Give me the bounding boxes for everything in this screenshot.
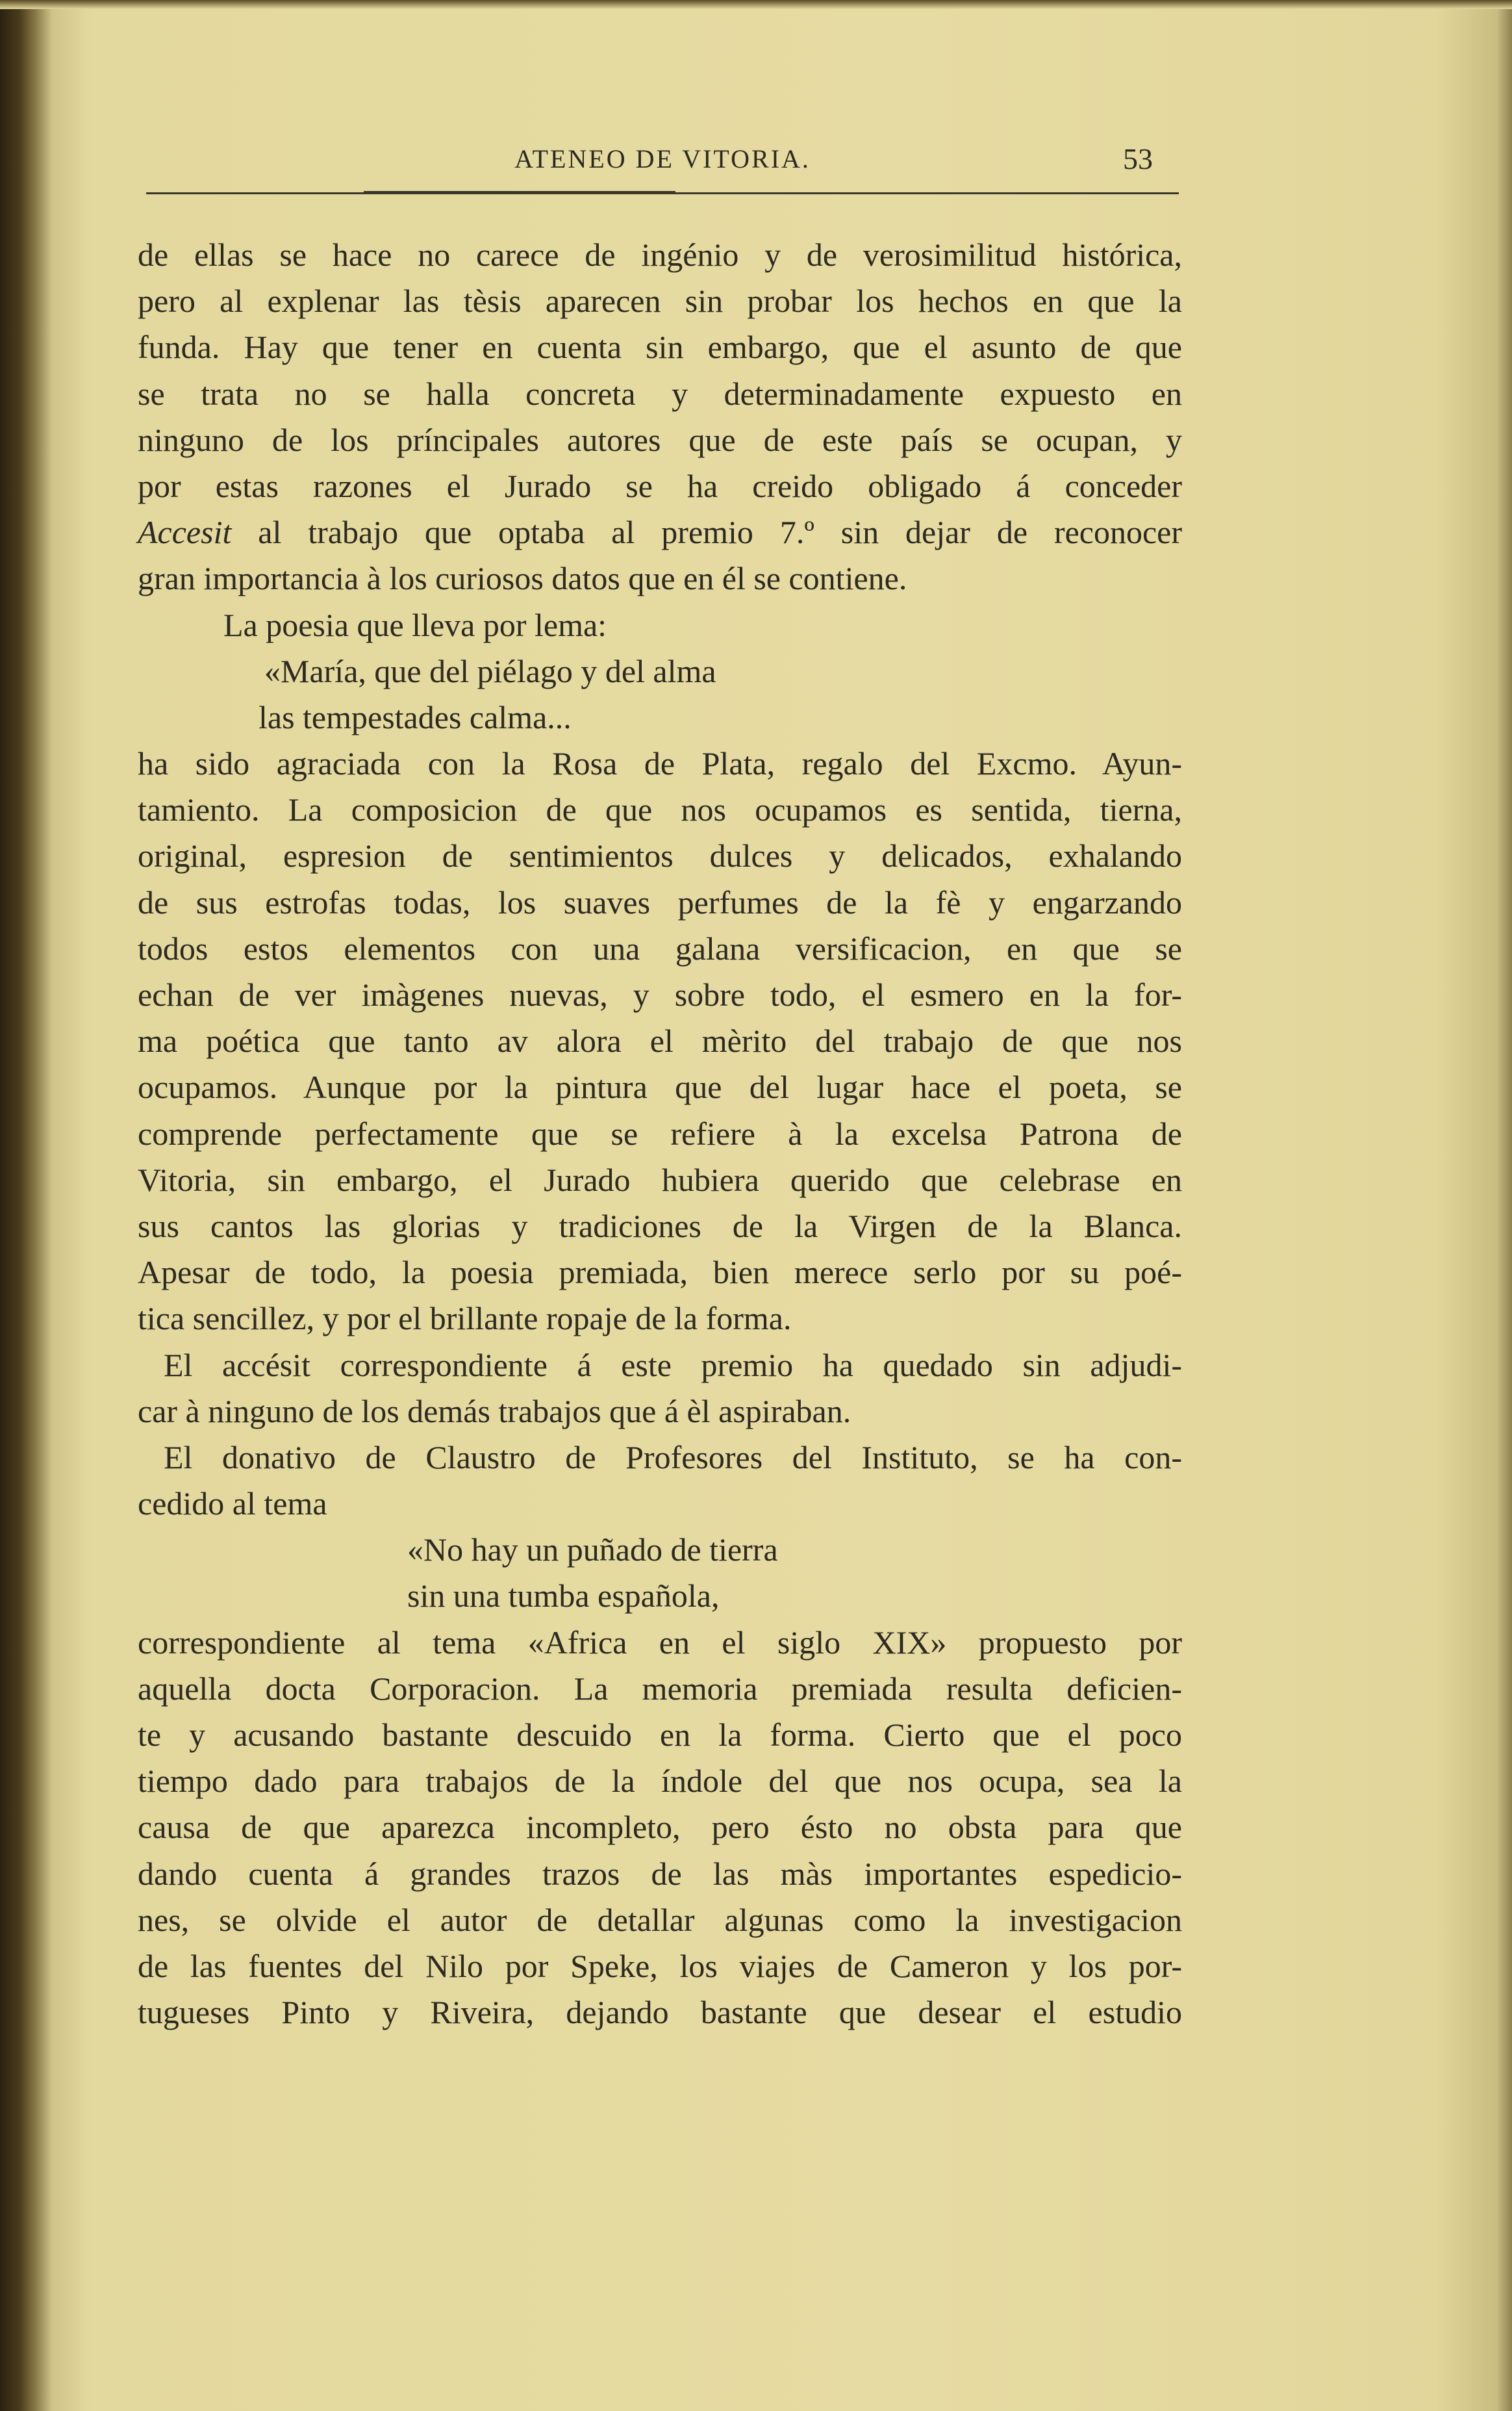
verse-line: «No hay un puñado de tierra <box>407 1531 778 1568</box>
text-line: cedido al tema <box>138 1485 327 1522</box>
text-line: gran importancia à los curiosos datos que en él se contiene. <box>138 560 907 597</box>
text-line: de las fuentes del Nilo por Speke, los viajes de Cameron y los por- <box>138 1947 1182 1984</box>
text-line: echan de ver imàgenes nuevas, y sobre todo, el esmero en la for- <box>138 976 1182 1013</box>
page-top-edge <box>0 0 1512 9</box>
text-line: ha sido agraciada con la Rosa de Plata, regalo del Excmo. Ayun- <box>138 745 1182 782</box>
text-line: tamiento. La composicion de que nos ocupamos es sentida, tierna, <box>138 791 1182 828</box>
text-line: Vitoria, sin embargo, el Jurado hubiera querido que celebrase en <box>138 1161 1182 1198</box>
text-line: causa de que aparezca incompleto, pero ésto no obsta para que <box>138 1809 1182 1846</box>
text-line: ma poética que tanto av alora el mèrito del trabajo de que nos <box>138 1023 1182 1060</box>
text-line: tica sencillez, y por el brillante ropaje de la forma. <box>138 1300 792 1337</box>
page-number: 53 <box>1123 142 1153 175</box>
text-line: original, espresion de sentimientos dulces y delicados, exhalando <box>138 837 1182 874</box>
text-line: ocupamos. Aunque por la pintura que del lugar hace el poeta, se <box>138 1069 1182 1106</box>
header-title: ATENEO DE VITORIA. <box>514 144 811 173</box>
running-header <box>146 136 1179 182</box>
text-line: de sus estrofas todas, los suaves perfumes de la fè y engarzando <box>138 884 1182 921</box>
text-line: sus cantos las glorias y tradiciones de la Virgen de la Blanca. <box>138 1207 1182 1244</box>
text-line: comprende perfectamente que se refiere à la excelsa Patrona de <box>138 1115 1182 1152</box>
text-line-rest: al trabajo que optaba al premio 7.º sin dejar de reconocer <box>258 514 1183 551</box>
text-line: funda. Hay que tener en cuenta sin embargo, que el asunto de que <box>138 329 1182 366</box>
verse-line: las tempestades calma... <box>258 698 572 735</box>
text-line: aquella docta Corporacion. La memoria premiada resulta deficien- <box>138 1670 1182 1707</box>
text-line: pero al explenar las tèsis aparecen sin probar los hechos en que la <box>138 283 1182 320</box>
italic-term: Accesit <box>138 514 232 551</box>
text-line: La poesia que lleva por lema: <box>223 606 607 643</box>
text-line: de ellas se hace no carece de ingénio y de verosimilitud histórica, <box>138 236 1182 273</box>
verse-line: «María, que del piélago y del alma <box>264 652 716 689</box>
text-line: dando cuenta á grandes trazos de las màs importantes espedicio- <box>138 1855 1182 1892</box>
text-line: por estas razones el Jurado se ha creido obligado á conceder <box>138 467 1182 504</box>
body-text <box>138 232 1182 2035</box>
verse-line: sin una tumba española, <box>407 1577 720 1614</box>
text-line <box>138 509 1182 555</box>
text-line: correspondiente al tema «Africa en el siglo XIX» propuesto por <box>138 1624 1182 1661</box>
text-line: Apesar de todo, la poesia premiada, bien merece serlo por su poé- <box>138 1254 1182 1291</box>
text-line: tugueses Pinto y Riveira, dejando bastante que desear el estudio <box>138 1994 1182 2031</box>
text-line: todos estos elementos con una galana versificacion, en que se <box>138 930 1182 967</box>
text-line: ninguno de los príncipales autores que de este país se ocupan, y <box>138 421 1182 458</box>
header-rule-accent <box>364 191 675 194</box>
text-line: nes, se olvide el autor de detallar algunas como la investigacion <box>138 1901 1182 1938</box>
text-line: se trata no se halla concreta y determinadamente expuesto en <box>138 375 1182 412</box>
text-line: El donativo de Claustro de Profesores del Instituto, se ha con- <box>164 1438 1182 1475</box>
text-line: tiempo dado para trabajos de la índole del que nos ocupa, sea la <box>138 1763 1182 1800</box>
text-line: te y acusando bastante descuido en la forma. Cierto que el poco <box>138 1716 1182 1753</box>
text-line: El accésit correspondiente á este premio ha quedado sin adjudi- <box>164 1346 1182 1383</box>
text-line: car à ninguno de los demás trabajos que á èl aspiraban. <box>138 1392 851 1429</box>
